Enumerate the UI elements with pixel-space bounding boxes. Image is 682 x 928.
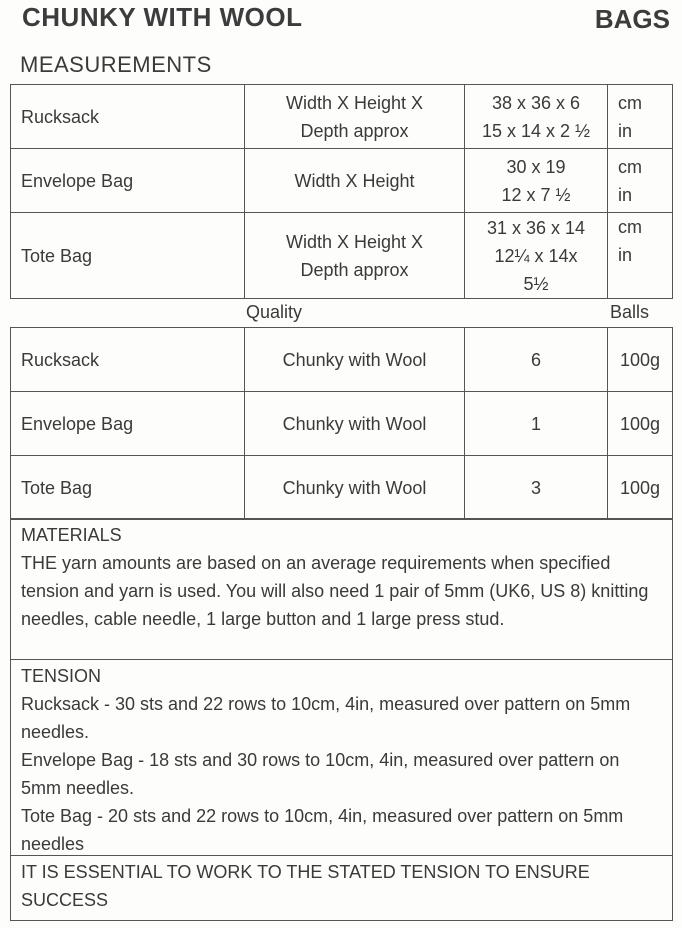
table-row [11,328,673,392]
bag-name: Tote Bag [11,213,245,299]
bag-name: Envelope Bag [11,149,245,213]
bag-name: Envelope Bag [11,392,245,456]
tension-section [10,659,673,856]
bag-name: Tote Bag [11,456,245,520]
dimension-line: Width X Height X [285,92,424,113]
dimension-line: Depth approx [300,259,409,280]
unit-line: cm [618,217,642,237]
dimension-label [245,213,465,299]
dimension-units [608,213,673,299]
table-row [11,149,673,213]
tension-line: Envelope Bag - 18 sts and 30 rows to 10cm, 4in, measured over pattern on 5mm needles. [21,750,620,798]
measurements-heading: MEASUREMENTS [20,52,212,77]
bag-name: Rucksack [11,85,245,149]
page-title: CHUNKY WITH WOOL [22,2,303,32]
ball-count: 1 [465,392,608,456]
dimension-values [465,149,608,213]
ball-weight: 100g [608,456,673,520]
materials-heading: MATERIALS [21,525,122,545]
table-row [11,392,673,456]
quality-column-header: Quality [246,302,303,322]
ball-count: 3 [465,456,608,520]
yarn-quality: Chunky with Wool [245,328,465,392]
table-row [11,456,673,520]
value-line: 5½ [523,273,549,294]
dimension-values [465,213,608,299]
yarn-quality: Chunky with Wool [245,392,465,456]
dimension-label [245,85,465,149]
dimension-line: Width X Height [294,170,415,191]
bag-name: Rucksack [11,328,245,392]
dimension-units [608,149,673,213]
unit-line: cm [618,156,642,177]
measurements-table [10,84,673,299]
balls-column-header: Balls [610,302,650,322]
table-row [11,213,673,299]
dimension-line: Depth approx [300,120,409,141]
tension-note-section [10,855,673,921]
ball-count: 6 [465,328,608,392]
value-line: 31 x 36 x 14 [486,217,586,238]
unit-line: in [618,245,633,265]
ball-weight: 100g [608,392,673,456]
table-row [11,85,673,149]
unit-line: in [618,120,633,141]
section-label: BAGS [594,4,670,34]
dimension-values [465,85,608,149]
quality-table [10,327,673,520]
tension-note: IT IS ESSENTIAL TO WORK TO THE STATED TENSION TO ENSURE SUCCESS [21,862,590,910]
tension-line: Tote Bag - 20 sts and 22 rows to 10cm, 4in, measured over pattern on 5mm needles [21,806,624,854]
materials-section [10,518,673,660]
value-line: 30 x 19 [506,156,566,177]
unit-line: in [618,184,633,205]
ball-weight: 100g [608,328,673,392]
dimension-line: Width X Height X [285,231,424,252]
value-line: 38 x 36 x 6 [491,92,581,113]
materials-text: THE yarn amounts are based on an average requirements when specified tension and yarn is used. You will also need 1 pair of 5mm (UK6, US 8) knitting needles, cable needle, 1 large button and 1 large press stud. [21,553,649,629]
value-line: 15 x 14 x 2 ½ [481,120,591,141]
unit-line: cm [618,92,642,113]
tension-line: Rucksack - 30 sts and 22 rows to 10cm, 4in, measured over pattern on 5mm needles. [21,694,631,742]
tension-heading: TENSION [21,666,102,686]
value-line: 12 x 7 ½ [501,184,571,205]
value-line: 12¼ x 14x [494,245,578,266]
dimension-units [608,85,673,149]
dimension-label [245,149,465,213]
yarn-quality: Chunky with Wool [245,456,465,520]
